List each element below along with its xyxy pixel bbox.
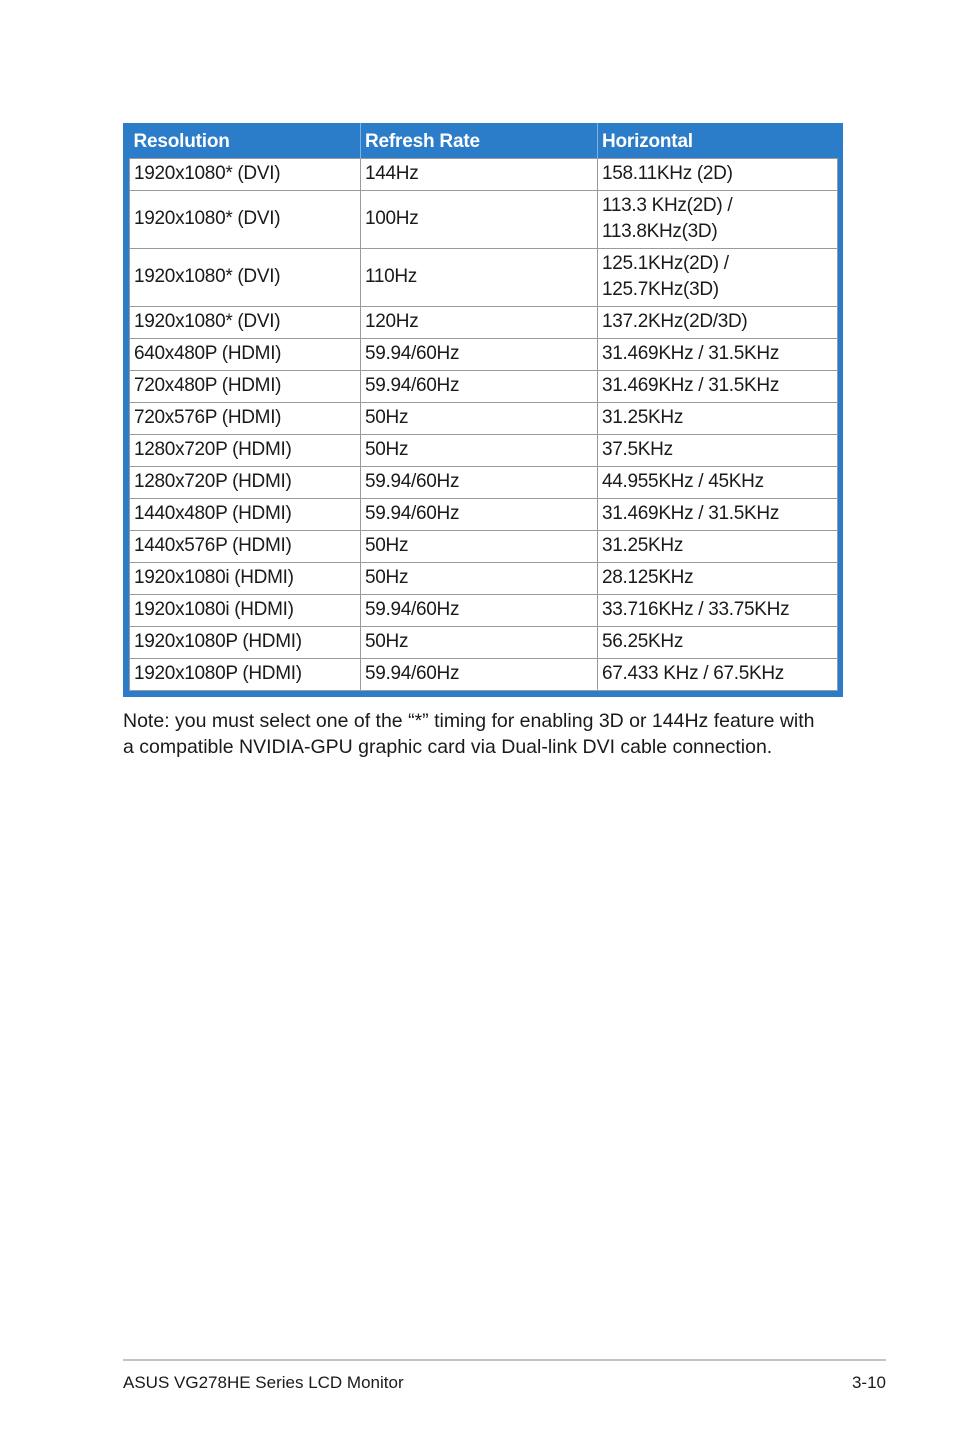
table-row	[130, 158, 838, 190]
cell-refresh-rate: 100Hz	[361, 190, 598, 248]
cell-refresh-rate: 59.94/60Hz	[361, 594, 598, 626]
table-row	[130, 594, 838, 626]
cell-resolution: 1920x1080i (HDMI)	[130, 562, 361, 594]
cell-horizontal: 158.11KHz (2D)	[598, 158, 838, 190]
cell-horizontal: 31.469KHz / 31.5KHz	[598, 370, 838, 402]
column-header-resolution: Resolution	[130, 123, 361, 158]
table-row	[130, 626, 838, 658]
cell-refresh-rate: 50Hz	[361, 434, 598, 466]
cell-resolution: 720x576P (HDMI)	[130, 402, 361, 434]
cell-resolution: 1920x1080* (DVI)	[130, 248, 361, 306]
cell-refresh-rate: 50Hz	[361, 562, 598, 594]
table-row	[130, 190, 838, 248]
cell-refresh-rate: 50Hz	[361, 402, 598, 434]
footer-divider	[123, 1359, 886, 1361]
cell-resolution: 1920x1080* (DVI)	[130, 158, 361, 190]
table-row	[130, 434, 838, 466]
cell-resolution: 640x480P (HDMI)	[130, 338, 361, 370]
cell-horizontal: 56.25KHz	[598, 626, 838, 658]
cell-refresh-rate: 59.94/60Hz	[361, 338, 598, 370]
cell-horizontal: 44.955KHz / 45KHz	[598, 466, 838, 498]
cell-resolution: 1280x720P (HDMI)	[130, 466, 361, 498]
cell-refresh-rate: 110Hz	[361, 248, 598, 306]
cell-horizontal: 67.433 KHz / 67.5KHz	[598, 658, 838, 690]
cell-resolution: 1440x480P (HDMI)	[130, 498, 361, 530]
cell-horizontal: 33.716KHz / 33.75KHz	[598, 594, 838, 626]
cell-resolution: 1920x1080* (DVI)	[130, 190, 361, 248]
table-row	[130, 338, 838, 370]
cell-refresh-rate: 144Hz	[361, 158, 598, 190]
table-row	[130, 248, 838, 306]
cell-refresh-rate: 59.94/60Hz	[361, 658, 598, 690]
cell-horizontal: 113.3 KHz(2D) / 113.8KHz(3D)	[598, 190, 838, 248]
timing-note: Note: you must select one of the “*” timing for enabling 3D or 144Hz feature with a compatible NVIDIA-GPU graphic card via Dual-link DVI cable connection.	[123, 710, 815, 758]
timing-table	[129, 123, 838, 691]
cell-horizontal: 137.2KHz(2D/3D)	[598, 306, 838, 338]
table-header-row	[130, 123, 838, 158]
cell-resolution: 1440x576P (HDMI)	[130, 530, 361, 562]
table-row	[130, 402, 838, 434]
footer-document-title: ASUS VG278HE Series LCD Monitor	[123, 1373, 404, 1392]
cell-horizontal: 37.5KHz	[598, 434, 838, 466]
cell-horizontal: 28.125KHz	[598, 562, 838, 594]
table-row	[130, 370, 838, 402]
column-header-refresh-rate: Refresh Rate	[361, 123, 598, 158]
cell-horizontal: 31.25KHz	[598, 402, 838, 434]
cell-horizontal: 31.469KHz / 31.5KHz	[598, 498, 838, 530]
cell-refresh-rate: 50Hz	[361, 626, 598, 658]
cell-refresh-rate: 59.94/60Hz	[361, 370, 598, 402]
table-row	[130, 562, 838, 594]
cell-resolution: 1920x1080P (HDMI)	[130, 658, 361, 690]
cell-resolution: 1920x1080P (HDMI)	[130, 626, 361, 658]
cell-resolution: 1280x720P (HDMI)	[130, 434, 361, 466]
cell-refresh-rate: 59.94/60Hz	[361, 466, 598, 498]
cell-resolution: 1920x1080i (HDMI)	[130, 594, 361, 626]
column-header-horizontal: Horizontal	[598, 123, 838, 158]
cell-refresh-rate: 59.94/60Hz	[361, 498, 598, 530]
table-row	[130, 498, 838, 530]
cell-horizontal: 31.25KHz	[598, 530, 838, 562]
table-row	[130, 306, 838, 338]
table-row	[130, 530, 838, 562]
table-row	[130, 658, 838, 690]
cell-resolution: 720x480P (HDMI)	[130, 370, 361, 402]
cell-horizontal: 31.469KHz / 31.5KHz	[598, 338, 838, 370]
table-row	[130, 466, 838, 498]
footer-page-number: 3-10	[851, 1373, 886, 1392]
cell-refresh-rate: 120Hz	[361, 306, 598, 338]
cell-horizontal: 125.1KHz(2D) / 125.7KHz(3D)	[598, 248, 838, 306]
cell-resolution: 1920x1080* (DVI)	[130, 306, 361, 338]
timing-table-container	[123, 123, 843, 697]
cell-refresh-rate: 50Hz	[361, 530, 598, 562]
